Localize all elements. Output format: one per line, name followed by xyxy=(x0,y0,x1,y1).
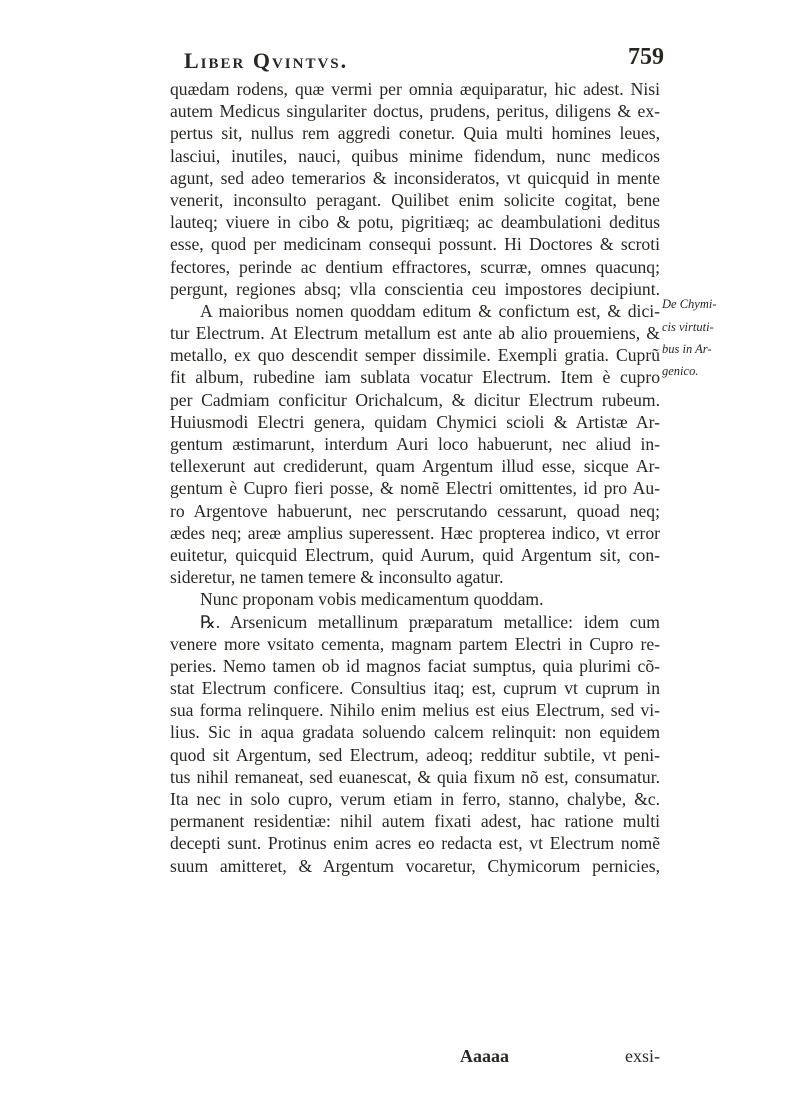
page-footer xyxy=(170,1046,660,1070)
page-header xyxy=(184,44,664,78)
text-line: venerit, inconsulto peragant. Quilibet enim solicite cogitat, bene xyxy=(170,189,660,210)
text-line: lius. Sic in aqua gradata soluendo calcem relinquit: non equidem xyxy=(170,722,660,743)
page-number: 759 xyxy=(628,44,664,70)
text-line: gentum æstimarunt, interdum Auri loco habuerunt, nec aliud in- xyxy=(170,434,660,454)
text-line: Ita nec in solo cupro, verum etiam in ferro, stanno, chalybe, &c. xyxy=(170,789,660,809)
text-line: ædes neq; areæ amplius superessent. Hæc propterea indico, vt error xyxy=(170,522,660,543)
margin-note: cis virtuti- xyxy=(662,320,714,334)
text-line: tur Electrum. At Electrum metallum est ante ab alio prouemiens, & xyxy=(170,323,660,344)
text-line: fectores, perinde ac dentium effractores, scurræ, omnes quacunq; xyxy=(170,256,660,277)
text-line: sideretur, ne tamen temere & inconsulto agatur. xyxy=(170,567,504,588)
text-line: stat Electrum conficere. Consultius itaq; est, cuprum vt cuprum in xyxy=(170,678,660,699)
text-line: agunt, sed adeo temerarios & inconsideratos, vt quicquid in mente xyxy=(170,167,660,188)
text-line: tus nihil remaneat, sed euanescat, & quia fixum nõ est, consumatur. xyxy=(170,766,660,787)
margin-note: De Chymi- xyxy=(662,297,717,311)
signature-mark: Aaaaa xyxy=(460,1046,509,1066)
text-line: permanent residentiæ: nihil autem fixati adest, hac ratione multi xyxy=(170,811,660,832)
catchword: exsi- xyxy=(625,1046,660,1066)
text-line: metallo, ex quo descendit semper dissimile. Exempli gratia. Cuprũ xyxy=(170,345,660,366)
text-line: A maioribus nomen quoddam editum & confictum est, & dici- xyxy=(200,300,660,321)
text-line: autem Medicus singulariter doctus, prudens, peritus, diligens & ex- xyxy=(170,101,660,122)
text-line: venere more vsitato cementa, magnam partem Electri in Cupro re- xyxy=(170,633,660,654)
text-line: fit album, rubedine iam sublata vocatur Electrum. Item è cupro xyxy=(170,367,660,388)
text-line: suum amitteret, & Argentum vocaretur, Chymicorum pernicies, xyxy=(170,855,660,876)
text-line: peries. Nemo tamen ob id magnos faciat sumptus, quia plurimi cõ- xyxy=(170,655,660,676)
running-head: Liber Qvintvs. xyxy=(184,48,349,73)
text-line: gentum è Cupro fieri posse, & nomẽ Electri omittentes, id pro Au- xyxy=(170,478,660,499)
text-line: sua forma relinquere. Nihilo enim melius est eius Electrum, sed vi- xyxy=(170,700,660,721)
body-text xyxy=(170,78,660,877)
text-line: per Cadmiam conficitur Orichalcum, & dicitur Electrum rubeum. xyxy=(170,389,660,410)
margin-note: bus in Ar- xyxy=(662,342,712,356)
text-line: ro Argentove habuerunt, nec perscrutando cessarunt, quoad neq; xyxy=(170,500,660,521)
text-line: pergunt, regiones absq; vlla conscientia ceu impostores decipiunt. xyxy=(170,278,660,299)
text-line: esse, quod per medicinam consequi possunt. Hi Doctores & scroti xyxy=(170,234,660,255)
text-line: lauteq; viuere in cibo & potu, pigritiæq; ac deambulationi deditus xyxy=(170,212,660,233)
text-line: decepti sunt. Protinus enim acres eo redacta est, vt Electrum nomẽ xyxy=(170,833,660,854)
text-line: tellexerunt aut crediderunt, quam Argentum illud esse, sicque Ar- xyxy=(170,456,660,477)
text-line: quædam rodens, quæ vermi per omnia æquiparatur, hic adest. Nisi xyxy=(170,79,660,99)
text-line: pertus sit, nullus rem aggredi conetur. Quia multi homines leues, xyxy=(170,123,660,144)
text-line: Huiusmodi Electri genera, quidam Chymici scioli & Artistæ Ar- xyxy=(170,411,660,432)
text-line: lasciui, inutiles, nauci, quibus minime fidendum, nunc medicos xyxy=(170,145,660,166)
margin-note: genico. xyxy=(662,364,699,378)
text-line: quod sit Argentum, sed Electrum, adeoq; redditur subtile, vt peni- xyxy=(170,744,660,765)
text-line: ℞. Arsenicum metallinum præparatum metallice: idem cum xyxy=(200,611,660,632)
text-line: euitetur, quicquid Electrum, quid Aurum, quid Argentum sit, con- xyxy=(170,544,660,565)
text-line: Nunc proponam vobis medicamentum quoddam. xyxy=(200,589,544,610)
